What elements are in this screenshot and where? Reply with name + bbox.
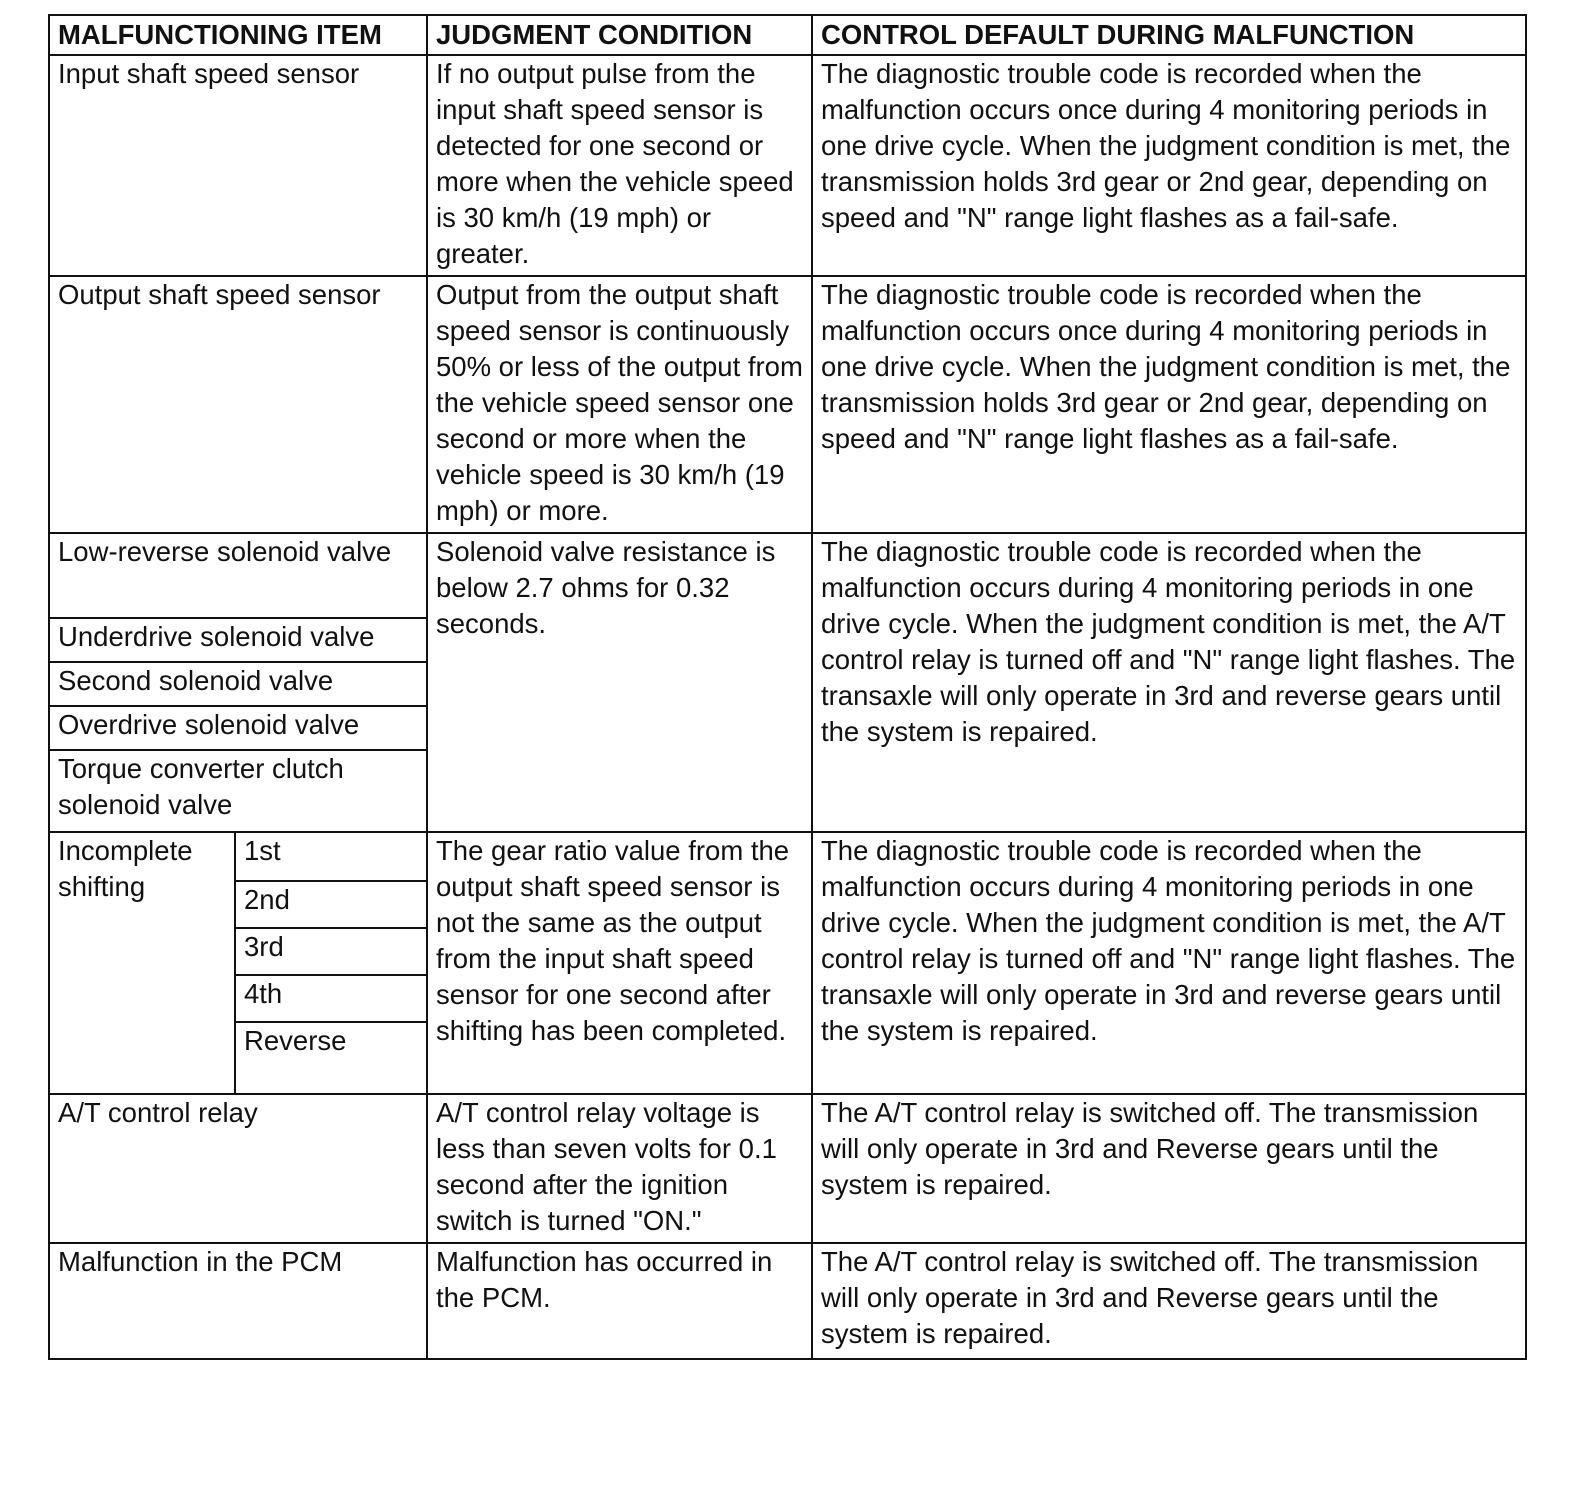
table-row-pcm: [49, 1243, 1526, 1359]
item-cell: Output shaft speed sensor: [49, 276, 427, 533]
table-row-output-shaft: [49, 276, 1526, 533]
gear-item: 3rd: [236, 927, 426, 974]
malfunction-table-container: [48, 14, 1527, 1360]
malfunction-table: [48, 14, 1527, 1360]
gear-item: 2nd: [236, 880, 426, 927]
control-cell: The diagnostic trouble code is recorded when the malfunction occurs once during 4 monitoring periods in one drive cycle. When the judgment condition is met, the transmission holds 3rd gear or 2nd gear, depending on speed and "N" range light flashes as a fail-safe.: [812, 55, 1526, 276]
item-cell-shifting: [49, 832, 427, 1094]
judgment-cell: Output from the output shaft speed sensor is continuously 50% or less of the output from the vehicle speed sensor one second or more when the vehicle speed is 30 km/h (19 mph) or more.: [427, 276, 812, 533]
item-cell: Malfunction in the PCM: [49, 1243, 427, 1359]
solenoid-item: Low-reverse solenoid valve: [58, 536, 392, 567]
judgment-cell: A/T control relay voltage is less than seven volts for 0.1 second after the ignition switch is turned "ON.": [427, 1094, 812, 1243]
control-cell: The diagnostic trouble code is recorded when the malfunction occurs during 4 monitoring periods in one drive cycle. When the judgment condition is met, the A/T control relay is turned off and "N" range light flashes. The transaxle will only operate in 3rd and reverse gears until the system is repaired.: [812, 533, 1526, 832]
header-row: [49, 15, 1526, 55]
table-row-incomplete-shifting: [49, 832, 1526, 1094]
judgment-cell: The gear ratio value from the output shaft speed sensor is not the same as the output from the input shaft speed sensor for one second after shifting has been completed.: [427, 832, 812, 1094]
item-cell: Input shaft speed sensor: [49, 55, 427, 276]
control-cell: The diagnostic trouble code is recorded when the malfunction occurs during 4 monitoring periods in one drive cycle. When the judgment condition is met, the A/T control relay is turned off and "N" range light flashes. The transaxle will only operate in 3rd and reverse gears until the system is repaired.: [812, 832, 1526, 1094]
header-malfunctioning-item: MALFUNCTIONING ITEM: [49, 15, 427, 55]
control-cell: The A/T control relay is switched off. The transmission will only operate in 3rd and Reverse gears until the system is repaired.: [812, 1243, 1526, 1359]
header-judgment-condition: JUDGMENT CONDITION: [427, 15, 812, 55]
header-control-default: CONTROL DEFAULT DURING MALFUNCTION: [812, 15, 1526, 55]
gear-item: 1st: [244, 835, 281, 866]
control-cell: The diagnostic trouble code is recorded when the malfunction occurs once during 4 monitoring periods in one drive cycle. When the judgment condition is met, the transmission holds 3rd gear or 2nd gear, depending on speed and "N" range light flashes as a fail-safe.: [812, 276, 1526, 533]
solenoid-item: Second solenoid valve: [50, 661, 426, 705]
gear-item: Reverse: [236, 1021, 426, 1093]
gear-item: 4th: [236, 974, 426, 1021]
control-cell: The A/T control relay is switched off. The transmission will only operate in 3rd and Reverse gears until the system is repaired.: [812, 1094, 1526, 1243]
table-row-input-shaft: [49, 55, 1526, 276]
judgment-cell: Solenoid valve resistance is below 2.7 ohms for 0.32 seconds.: [427, 533, 812, 832]
solenoid-item: Torque converter clutch solenoid valve: [50, 749, 426, 831]
solenoid-item: Overdrive solenoid valve: [50, 705, 426, 749]
incomplete-shifting-label: Incomplete shifting: [50, 833, 236, 1093]
item-cell-stack: [49, 533, 427, 832]
solenoid-item: Underdrive solenoid valve: [50, 617, 426, 661]
item-cell: A/T control relay: [49, 1094, 427, 1243]
judgment-cell: If no output pulse from the input shaft speed sensor is detected for one second or more when the vehicle speed is 30 km/h (19 mph) or greater.: [427, 55, 812, 276]
judgment-cell: Malfunction has occurred in the PCM.: [427, 1243, 812, 1359]
table-row-solenoids: [49, 533, 1526, 832]
table-row-at-relay: [49, 1094, 1526, 1243]
